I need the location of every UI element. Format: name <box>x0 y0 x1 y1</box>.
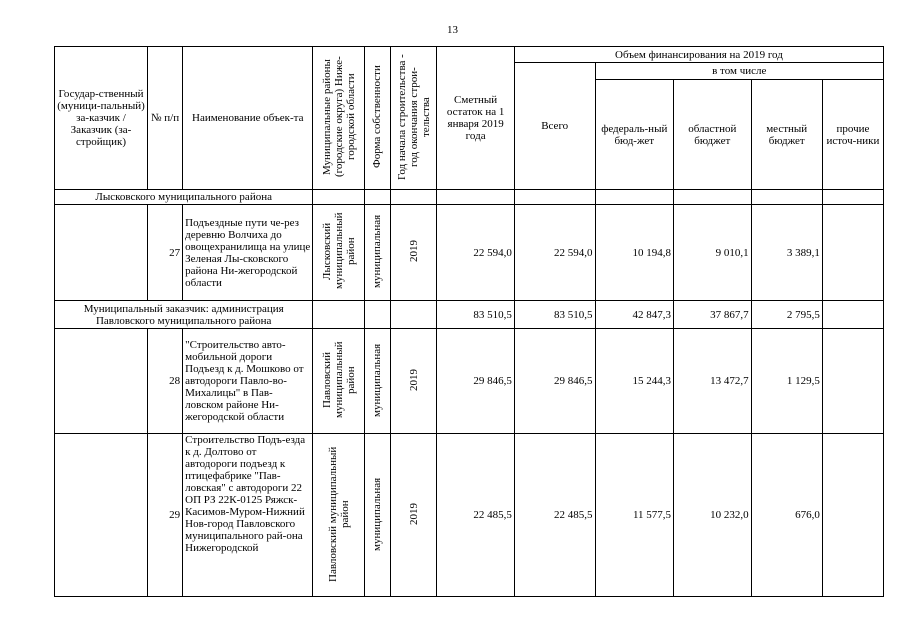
federal-cell: 15 244,3 <box>595 329 674 434</box>
including-header: в том числе <box>595 63 884 80</box>
district-header-text: Муниципальные районы (городские округа) Ниже-городской области <box>320 56 357 177</box>
local-header: местный бюджет <box>751 80 822 190</box>
object-name: Подъездные пути че-рез деревню Волчиха до овощехранилища на улице Зеленая Лы-сковского района Ни-жегородской области <box>183 205 313 301</box>
section-row-lyskovo <box>55 190 884 205</box>
estimate-cell: 83 510,5 <box>437 301 515 329</box>
estimate-cell: 22 594,0 <box>437 205 515 301</box>
table-row-29 <box>55 434 884 597</box>
other-cell <box>822 434 883 597</box>
object-name: Строительство Подъ-езда к д. Долтово от автодороги подъезд к птицефабрике "Пав-ловская" с автодороги 22 ОП РЗ 22К-0125 Ряжск-Касимов-Муром-Нижний Нов-город Павловского муниципального рай-она Нижегородской <box>183 434 313 597</box>
object-name-header: Наименование объек-та <box>183 47 313 190</box>
financing-table <box>54 46 884 597</box>
federal-header: федераль-ный бюд-жет <box>595 80 674 190</box>
other-header: прочие источ-ники <box>822 80 883 190</box>
year-cell <box>390 205 437 301</box>
funding-group-header: Объем финансирования на 2019 год <box>514 47 883 63</box>
row-number: 28 <box>148 329 183 434</box>
table-row-28 <box>55 329 884 434</box>
regional-cell: 37 867,7 <box>674 301 752 329</box>
object-name: "Строительство авто-мобильной дороги Подъезд к д. Мошково от автодороги Павло-во-Михалицы" в Пав-ловском районе Ни-жегородской области <box>183 329 313 434</box>
regional-cell: 10 232,0 <box>674 434 752 597</box>
year-cell <box>390 434 437 597</box>
federal-cell: 11 577,5 <box>595 434 674 597</box>
total-cell: 83 510,5 <box>514 301 595 329</box>
district-text: Лысковский муниципальный район <box>320 212 357 290</box>
year-text: 2019 <box>407 368 420 391</box>
customer-header: Государ-ственный (муници-пальный) за-казчик / Заказчик (за-стройщик) <box>55 47 148 190</box>
district-cell <box>313 205 365 301</box>
other-cell <box>822 205 883 301</box>
ownership-header-text: Форма собственности <box>371 65 384 168</box>
page-number: 13 <box>447 24 458 36</box>
years-header-text: Год начала строительства - год окончания строи-тельства <box>395 53 432 180</box>
total-cell: 22 485,5 <box>514 434 595 597</box>
ownership-header <box>365 47 391 190</box>
header-row-1 <box>55 47 884 63</box>
table-row-27 <box>55 205 884 301</box>
section-title: Лысковского муниципального района <box>55 190 313 205</box>
year-text: 2019 <box>407 240 420 262</box>
year-cell <box>390 329 437 434</box>
federal-cell: 42 847,3 <box>595 301 674 329</box>
row-number: 27 <box>148 205 183 301</box>
row-number: 29 <box>148 434 183 597</box>
other-cell <box>822 301 883 329</box>
district-cell <box>313 434 365 597</box>
estimate-cell: 22 485,5 <box>437 434 515 597</box>
district-text: Павловский муниципальный район <box>326 445 351 582</box>
local-cell: 2 795,5 <box>751 301 822 329</box>
federal-cell: 10 194,8 <box>595 205 674 301</box>
total-header: Всего <box>514 63 595 190</box>
total-cell: 29 846,5 <box>514 329 595 434</box>
local-cell: 3 389,1 <box>751 205 822 301</box>
ownership-cell <box>365 434 391 597</box>
section-row-pavlovo <box>55 301 884 329</box>
regional-cell: 9 010,1 <box>674 205 752 301</box>
district-cell <box>313 329 365 434</box>
estimate-cell: 29 846,5 <box>437 329 515 434</box>
section-title: Муниципальный заказчик: администрация Павловского муниципального района <box>55 301 313 329</box>
district-text: Павловский муниципальный район <box>320 341 357 418</box>
ownership-cell <box>365 205 391 301</box>
regional-cell: 13 472,7 <box>674 329 752 434</box>
district-header <box>313 47 365 190</box>
year-text: 2019 <box>407 502 420 525</box>
ownership-text: муниципальная <box>371 342 384 417</box>
total-cell: 22 594,0 <box>514 205 595 301</box>
ownership-text: муниципальная <box>371 214 384 288</box>
estimate-header: Сметный остаток на 1 января 2019 года <box>437 47 515 190</box>
num-header: № п/п <box>148 47 183 190</box>
years-header <box>390 47 437 190</box>
local-cell: 676,0 <box>751 434 822 597</box>
local-cell: 1 129,5 <box>751 329 822 434</box>
regional-header: областной бюджет <box>674 80 752 190</box>
ownership-text: муниципальная <box>371 476 384 551</box>
ownership-cell <box>365 329 391 434</box>
other-cell <box>822 329 883 434</box>
